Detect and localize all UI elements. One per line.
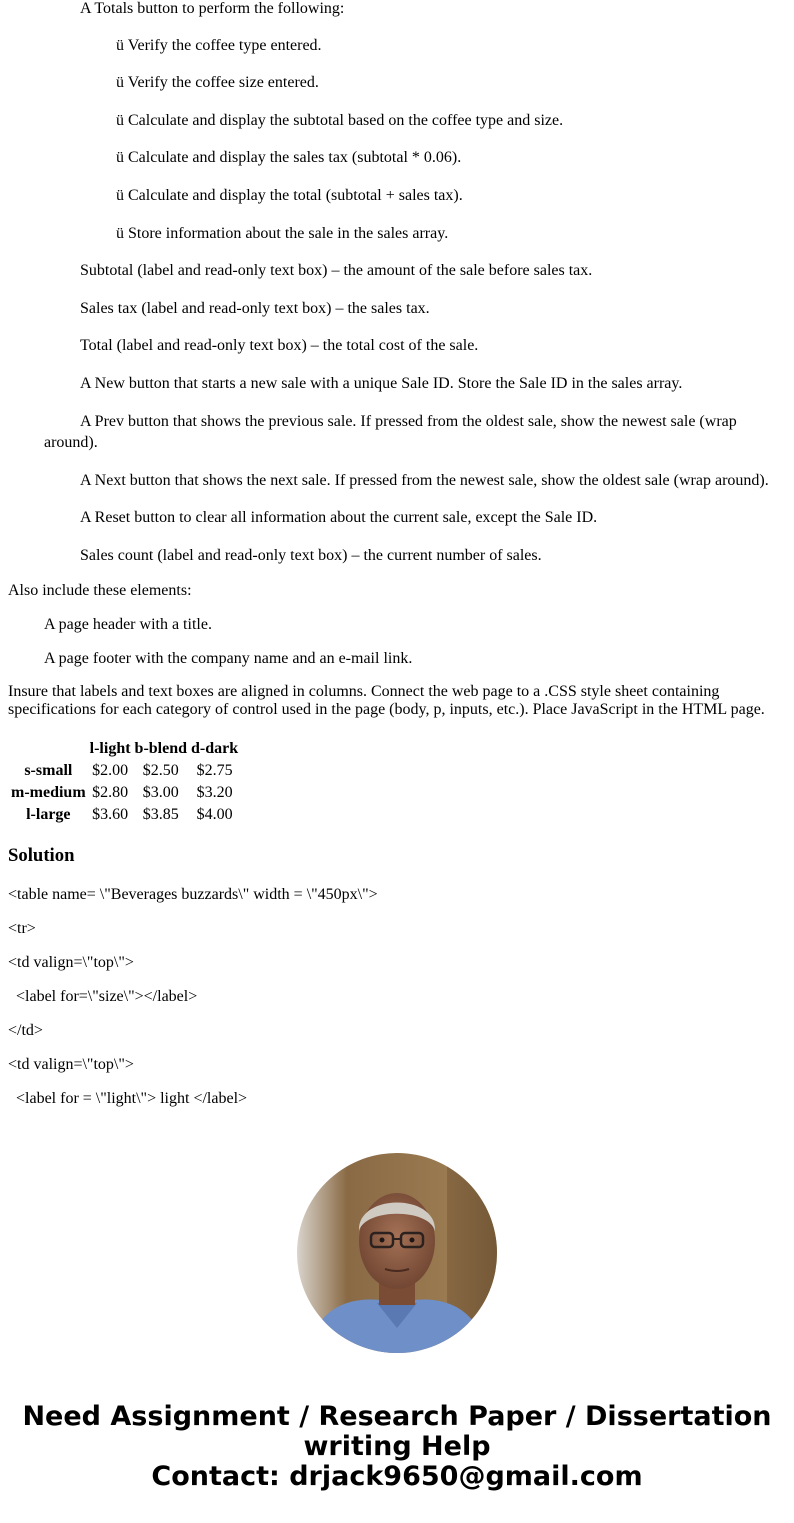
promo-contact: Contact: drjack9650@gmail.com xyxy=(151,1461,643,1492)
price-cell: $3.60 xyxy=(92,806,129,823)
promo-line: writing Help xyxy=(303,1431,491,1462)
table-row xyxy=(10,783,239,803)
totals-button-requirement: A Totals button to perform the following: xyxy=(80,0,345,17)
subtotal-requirement: Subtotal (label and read-only text box) – the amount of the sale before sales tax. xyxy=(80,262,593,279)
price-cell: $2.00 xyxy=(92,762,129,779)
totals-step: ü Verify the coffee type entered. xyxy=(116,37,322,54)
new-button-requirement: A New button that starts a new sale with a unique Sale ID. Store the Sale ID in the sales array. xyxy=(80,375,683,392)
total-requirement: Total (label and read-only text box) – the total cost of the sale. xyxy=(80,337,479,354)
prev-button-requirement-cont: around). xyxy=(44,434,98,451)
totals-step: ü Calculate and display the total (subtotal + sales tax). xyxy=(116,187,463,204)
code-line: <label for=\"size\"></label> xyxy=(8,988,198,1005)
price-cell: $2.75 xyxy=(196,762,233,779)
price-table-header-row xyxy=(10,739,239,759)
price-cell: $2.50 xyxy=(142,762,179,779)
promo-banner xyxy=(0,1402,794,1492)
also-include-item: A page footer with the company name and an e-mail link. xyxy=(44,650,413,667)
price-table-size: s-small xyxy=(24,762,73,779)
code-line: </td> xyxy=(8,1022,43,1039)
code-line: <label for = \"light\"> light </label> xyxy=(8,1090,248,1107)
price-cell: $4.00 xyxy=(196,806,233,823)
also-include-heading: Also include these elements: xyxy=(8,582,192,599)
sales-tax-requirement: Sales tax (label and read-only text box) – the sales tax. xyxy=(80,300,430,317)
price-table-size: m-medium xyxy=(11,784,86,801)
next-button-requirement: A Next button that shows the next sale. If pressed from the newest sale, show the oldest sale (wrap around). xyxy=(80,472,769,489)
reset-button-requirement: A Reset button to clear all information about the current sale, except the Sale ID. xyxy=(80,509,598,526)
avatar xyxy=(297,1153,497,1353)
sales-count-requirement: Sales count (label and read-only text box) – the current number of sales. xyxy=(80,547,542,564)
price-table-header-blend: b-blend xyxy=(134,740,188,757)
prev-button-requirement: A Prev button that shows the previous sale. If pressed from the oldest sale, show the newest sale (wrap xyxy=(80,413,737,430)
code-line: <table name= \"Beverages buzzards\" width = \"450px\"> xyxy=(8,886,378,903)
price-cell: $3.85 xyxy=(142,806,179,823)
price-table-size: l-large xyxy=(26,806,71,823)
totals-step: ü Calculate and display the sales tax (subtotal * 0.06). xyxy=(116,149,462,166)
table-row xyxy=(10,805,239,825)
price-cell: $3.20 xyxy=(196,784,233,801)
price-table-header-light: l-light xyxy=(89,740,131,757)
instructions-paragraph: Insure that labels and text boxes are aligned in columns. Connect the web page to a .CSS style sheet containing specifications for each category of control used in the page (body, p, inputs, etc.). Place JavaScript in the HTML page. xyxy=(8,683,765,718)
solution-heading: Solution xyxy=(8,845,75,866)
price-table xyxy=(8,737,241,827)
price-table-corner xyxy=(10,739,87,759)
promo-line: Need Assignment / Research Paper / Dissertation xyxy=(22,1401,772,1432)
code-line: <td valign=\"top\"> xyxy=(8,954,134,971)
table-row xyxy=(10,761,239,781)
price-table-header-dark: d-dark xyxy=(191,740,239,757)
code-line: <td valign=\"top\"> xyxy=(8,1056,134,1073)
price-cell: $3.00 xyxy=(142,784,179,801)
code-line: <tr> xyxy=(8,920,36,937)
totals-step: ü Calculate and display the subtotal based on the coffee type and size. xyxy=(116,112,564,129)
totals-step: ü Verify the coffee size entered. xyxy=(116,74,319,91)
totals-step: ü Store information about the sale in the sales array. xyxy=(116,225,449,242)
also-include-item: A page header with a title. xyxy=(44,616,212,633)
price-cell: $2.80 xyxy=(92,784,129,801)
